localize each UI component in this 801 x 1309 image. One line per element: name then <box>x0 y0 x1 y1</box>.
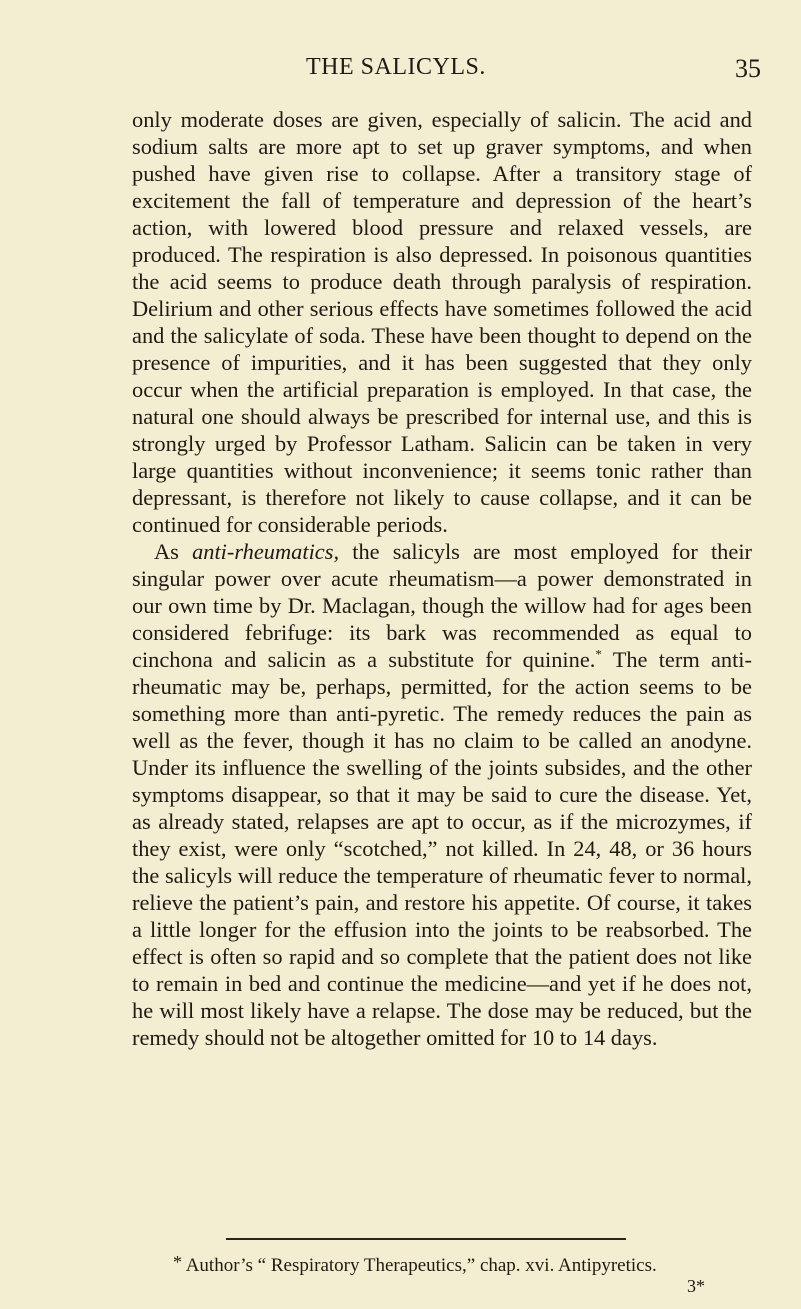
footnote <box>173 1254 753 1277</box>
italic-term: anti-rheumatics, <box>192 539 340 564</box>
footnote-text: Author’s “ Respiratory Therapeutics,” chap. xvi. Antipyretics. <box>185 1255 657 1276</box>
paragraph-2-lead: As <box>154 539 179 564</box>
footnote-reference[interactable]: * <box>595 646 602 662</box>
signature-mark: 3* <box>687 1276 705 1296</box>
running-title: THE SALICYLS. <box>306 54 486 80</box>
paragraph-1: only moderate doses are given, especially of salicin. The acid and sodium salts are more apt to set up graver symptoms, and when pushed have given rise to collapse. After a transitory stage of excitement the fall of temperature and depression of the heart’s action, with lowered blood pressure and relaxed vessels, are produced. The respiration is also depressed. In poisonous quantities the acid seems to produce death through paralysis of respiration. Delirium and other serious effects have sometimes followed the acid and the salicylate of soda. These have been thought to depend on the presence of impurities, and it has been suggested that they only occur when the artificial preparation is employed. In that case, the natural one should always be prescribed for internal use, and this is strongly urged by Professor Latham. Salicin can be taken in very large quantities without inconvenience; it seems tonic rather than depressant, is therefore not likely to cause collapse, and it can be continued for considerable periods. <box>132 107 752 537</box>
paragraph-2 <box>132 538 752 1051</box>
body-text <box>132 106 752 1051</box>
paragraph-2-part-b: The term anti-rheumatic may be, perhaps, permitted, for the action seems to be something more than anti-pyretic. The remedy reduces the pain as well as the fever, though it has no claim to be called an anodyne. Under its influence the swelling of the joints subsides, and the other symptoms disappear, so that it may be said to cure the disease. Yet, as already stated, relapses are apt to occur, as if the microzymes, if they exist, were only “scotched,” not killed. In 24, 48, or 36 hours the salicyls will reduce the temperature of rheumatic fever to normal, relieve the patient’s pain, and restore his appetite. Of course, it takes a little longer for the effusion into the joints to be reabsorbed. The effect is often so rapid and so complete that the patient does not like to remain in bed and continue the medicine—and yet if he does not, he will most likely have a relapse. The dose may be reduced, but the remedy should not be altogether omitted for 10 to 14 days. <box>132 647 752 1050</box>
page-number: 35 <box>735 54 761 83</box>
footnote-marker: * <box>173 1252 182 1272</box>
paragraph-2-part-a: the salicyls are most employed for their singular power over acute rheumatism—a power demonstrated in our own time by Dr. Maclagan, though the willow had for ages been considered febrifuge: its bark was recommended as equal to cinchona and salicin as a substitute for quinine. <box>132 539 752 672</box>
footnote-divider <box>226 1238 626 1240</box>
